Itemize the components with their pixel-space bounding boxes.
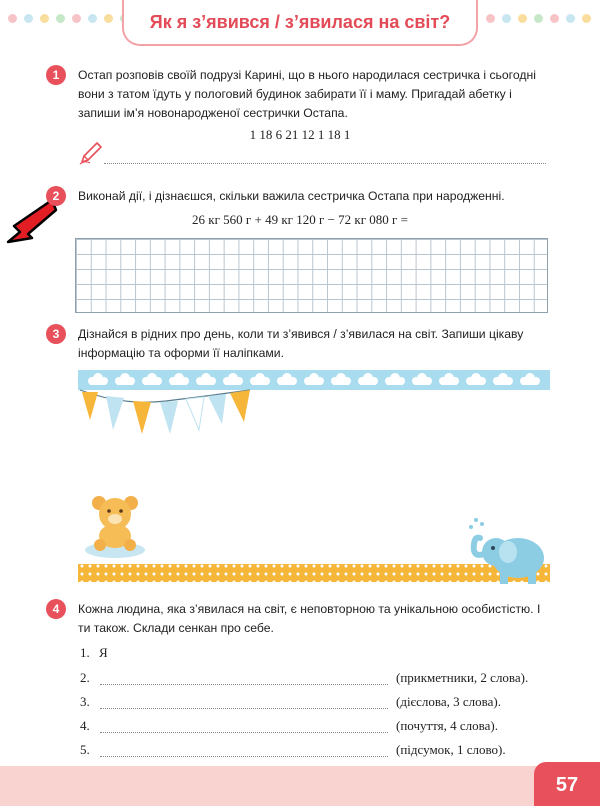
task-3-number: 3 — [46, 324, 66, 344]
syncwine-line-1 — [80, 645, 108, 661]
decor-dots-right — [486, 14, 591, 24]
teddy-bear-sticker — [80, 490, 150, 558]
pencil-icon — [78, 140, 104, 166]
syncwine-line-number: 2. — [80, 670, 90, 685]
page-title-box — [122, 0, 478, 46]
task-1-number: 1 — [46, 65, 66, 85]
task-4-number: 4 — [46, 599, 66, 619]
syncwine-answer-line[interactable] — [100, 708, 388, 709]
task-3-text: Дізнайся в рідних про день, коли ти з’явився / з’явилася на світ. Запиши цікаву інформацію та оформи її наліпками. — [78, 327, 524, 360]
syncwine-answer-line[interactable] — [100, 732, 388, 733]
syncwine-line-number: 5. — [80, 742, 90, 757]
task-2-calculation-grid[interactable] — [75, 238, 548, 313]
task-2-number: 2 — [46, 186, 66, 206]
task-1-answer-line[interactable] — [104, 163, 546, 164]
task-4-text: Кожна людина, яка з’явилася на світ, є неповторною та унікальною особистістю. І ти також. Склади сенкан про себе. — [78, 602, 541, 635]
syncwine-line-number: 1. — [80, 645, 90, 660]
task-2-text: Виконай дії, і дізнаєшся, скільки важила сестричка Остапа при народженні. — [78, 189, 505, 203]
page-title: Як я з’явився / з’явилася на світ? — [149, 12, 451, 32]
syncwine-answer-line[interactable] — [100, 756, 388, 757]
footer-band — [0, 766, 600, 806]
elephant-sticker — [462, 514, 550, 590]
page-number: 57 — [534, 762, 600, 806]
cloud-ribbon-with-bunting — [78, 368, 550, 438]
syncwine-hint: (прикметники, 2 слова). — [396, 670, 529, 685]
syncwine-hint: (підсумок, 1 слово). — [396, 742, 506, 757]
syncwine-hint: (дієслова, 3 слова). — [396, 694, 501, 709]
syncwine-answer-line[interactable] — [100, 684, 388, 685]
task-2-expression: 26 кг 560 г + 49 кг 120 г − 72 кг 080 г = — [192, 212, 408, 227]
syncwine-line-start: Я — [99, 645, 108, 660]
syncwine-hint: (почуття, 4 слова). — [396, 718, 498, 733]
syncwine-line-number: 3. — [80, 694, 90, 709]
task-1-code: 1 18 6 21 12 1 18 1 — [249, 127, 351, 142]
syncwine-line-number: 4. — [80, 718, 90, 733]
task-1-text: Остап розповів своїй подрузі Карині, що в нього народилася сестричка і сьогодні вони з татом їдуть у пологовий будинок забирати її і маму. Пригадай абетку і запиши ім’я новонародженої сестрички Остапа. — [78, 68, 536, 120]
